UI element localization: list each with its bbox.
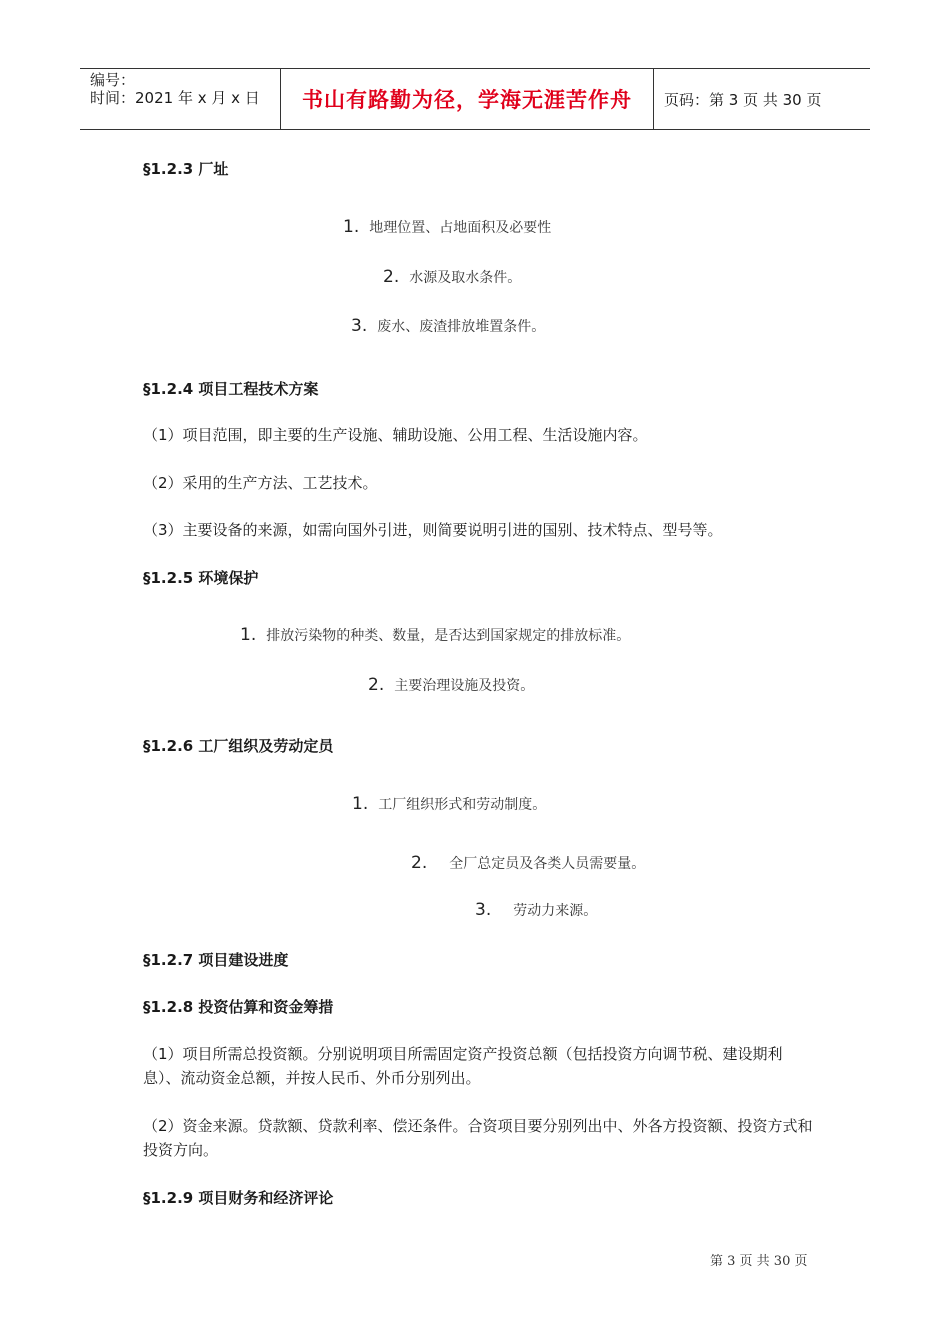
section-title-1-2-6: §1.2.6 工厂组织及劳动定员	[143, 737, 334, 755]
list-text: 排放污染物的种类、数量，是否达到国家规定的排放标准。	[266, 628, 631, 644]
list-item	[351, 316, 545, 336]
paragraph: （3）主要设备的来源，如需向国外引进，则简要说明引进的国别、技术特点、型号等。	[143, 521, 723, 539]
list-item	[475, 900, 597, 920]
list-text: 全厂总定员及各类人员需要量。	[449, 856, 646, 872]
list-item	[411, 853, 645, 873]
section-title-1-2-7: §1.2.7 项目建设进度	[143, 951, 289, 969]
list-item	[368, 675, 534, 695]
list-number: 2.	[368, 675, 385, 695]
list-number: 1.	[352, 794, 369, 814]
list-text: 主要治理设施及投资。	[394, 678, 535, 694]
section-title-1-2-5: §1.2.5 环境保护	[143, 569, 259, 587]
list-item	[383, 267, 521, 287]
list-number: 2.	[411, 853, 428, 873]
list-number: 3.	[475, 900, 492, 920]
section-title-1-2-4: §1.2.4 项目工程技术方案	[143, 380, 319, 398]
page-header	[80, 68, 870, 130]
header-time-label: 时间：2021 年 x 月 x 日	[90, 89, 260, 107]
list-text: 劳动力来源。	[513, 903, 598, 919]
header-page-label: 页码：第 3 页 共 30 页	[664, 90, 822, 109]
paragraph: （2）采用的生产方法、工艺技术。	[143, 474, 378, 492]
section-title-1-2-3: §1.2.3 厂址	[143, 160, 229, 178]
paragraph: （1）项目所需总投资额。分别说明项目所需固定资产投资总额（包括投资方向调节税、建设期利息）、流动资金总额，并按人民币、外币分别列出。	[143, 1045, 783, 1087]
list-number: 3.	[351, 316, 368, 336]
paragraph: （2）资金来源。贷款额、贷款利率、偿还条件。合资项目要分别列出中、外各方投资额、投资方式和投资方向。	[143, 1117, 813, 1159]
header-motto: 书山有路勤为径，学海无涯苦作舟	[280, 69, 654, 129]
header-number-label: 编号：	[90, 71, 136, 89]
list-number: 1.	[240, 625, 257, 645]
list-number: 1.	[343, 217, 360, 237]
list-item	[240, 625, 630, 645]
list-item	[343, 217, 551, 237]
paragraph: （1）项目范围，即主要的生产设施、辅助设施、公用工程、生活设施内容。	[143, 426, 648, 444]
list-text: 工厂组织形式和劳动制度。	[378, 797, 547, 813]
list-text: 废水、废渣排放堆置条件。	[377, 319, 546, 335]
header-meta	[80, 69, 280, 129]
list-text: 地理位置、占地面积及必要性	[369, 220, 552, 236]
page-footer: 第 3 页 共 30 页	[710, 1254, 808, 1269]
list-item	[352, 794, 546, 814]
list-number: 2.	[383, 267, 400, 287]
section-title-1-2-9: §1.2.9 项目财务和经济评论	[143, 1189, 334, 1207]
list-text: 水源及取水条件。	[409, 270, 522, 286]
section-title-1-2-8: §1.2.8 投资估算和资金筹措	[143, 998, 334, 1016]
